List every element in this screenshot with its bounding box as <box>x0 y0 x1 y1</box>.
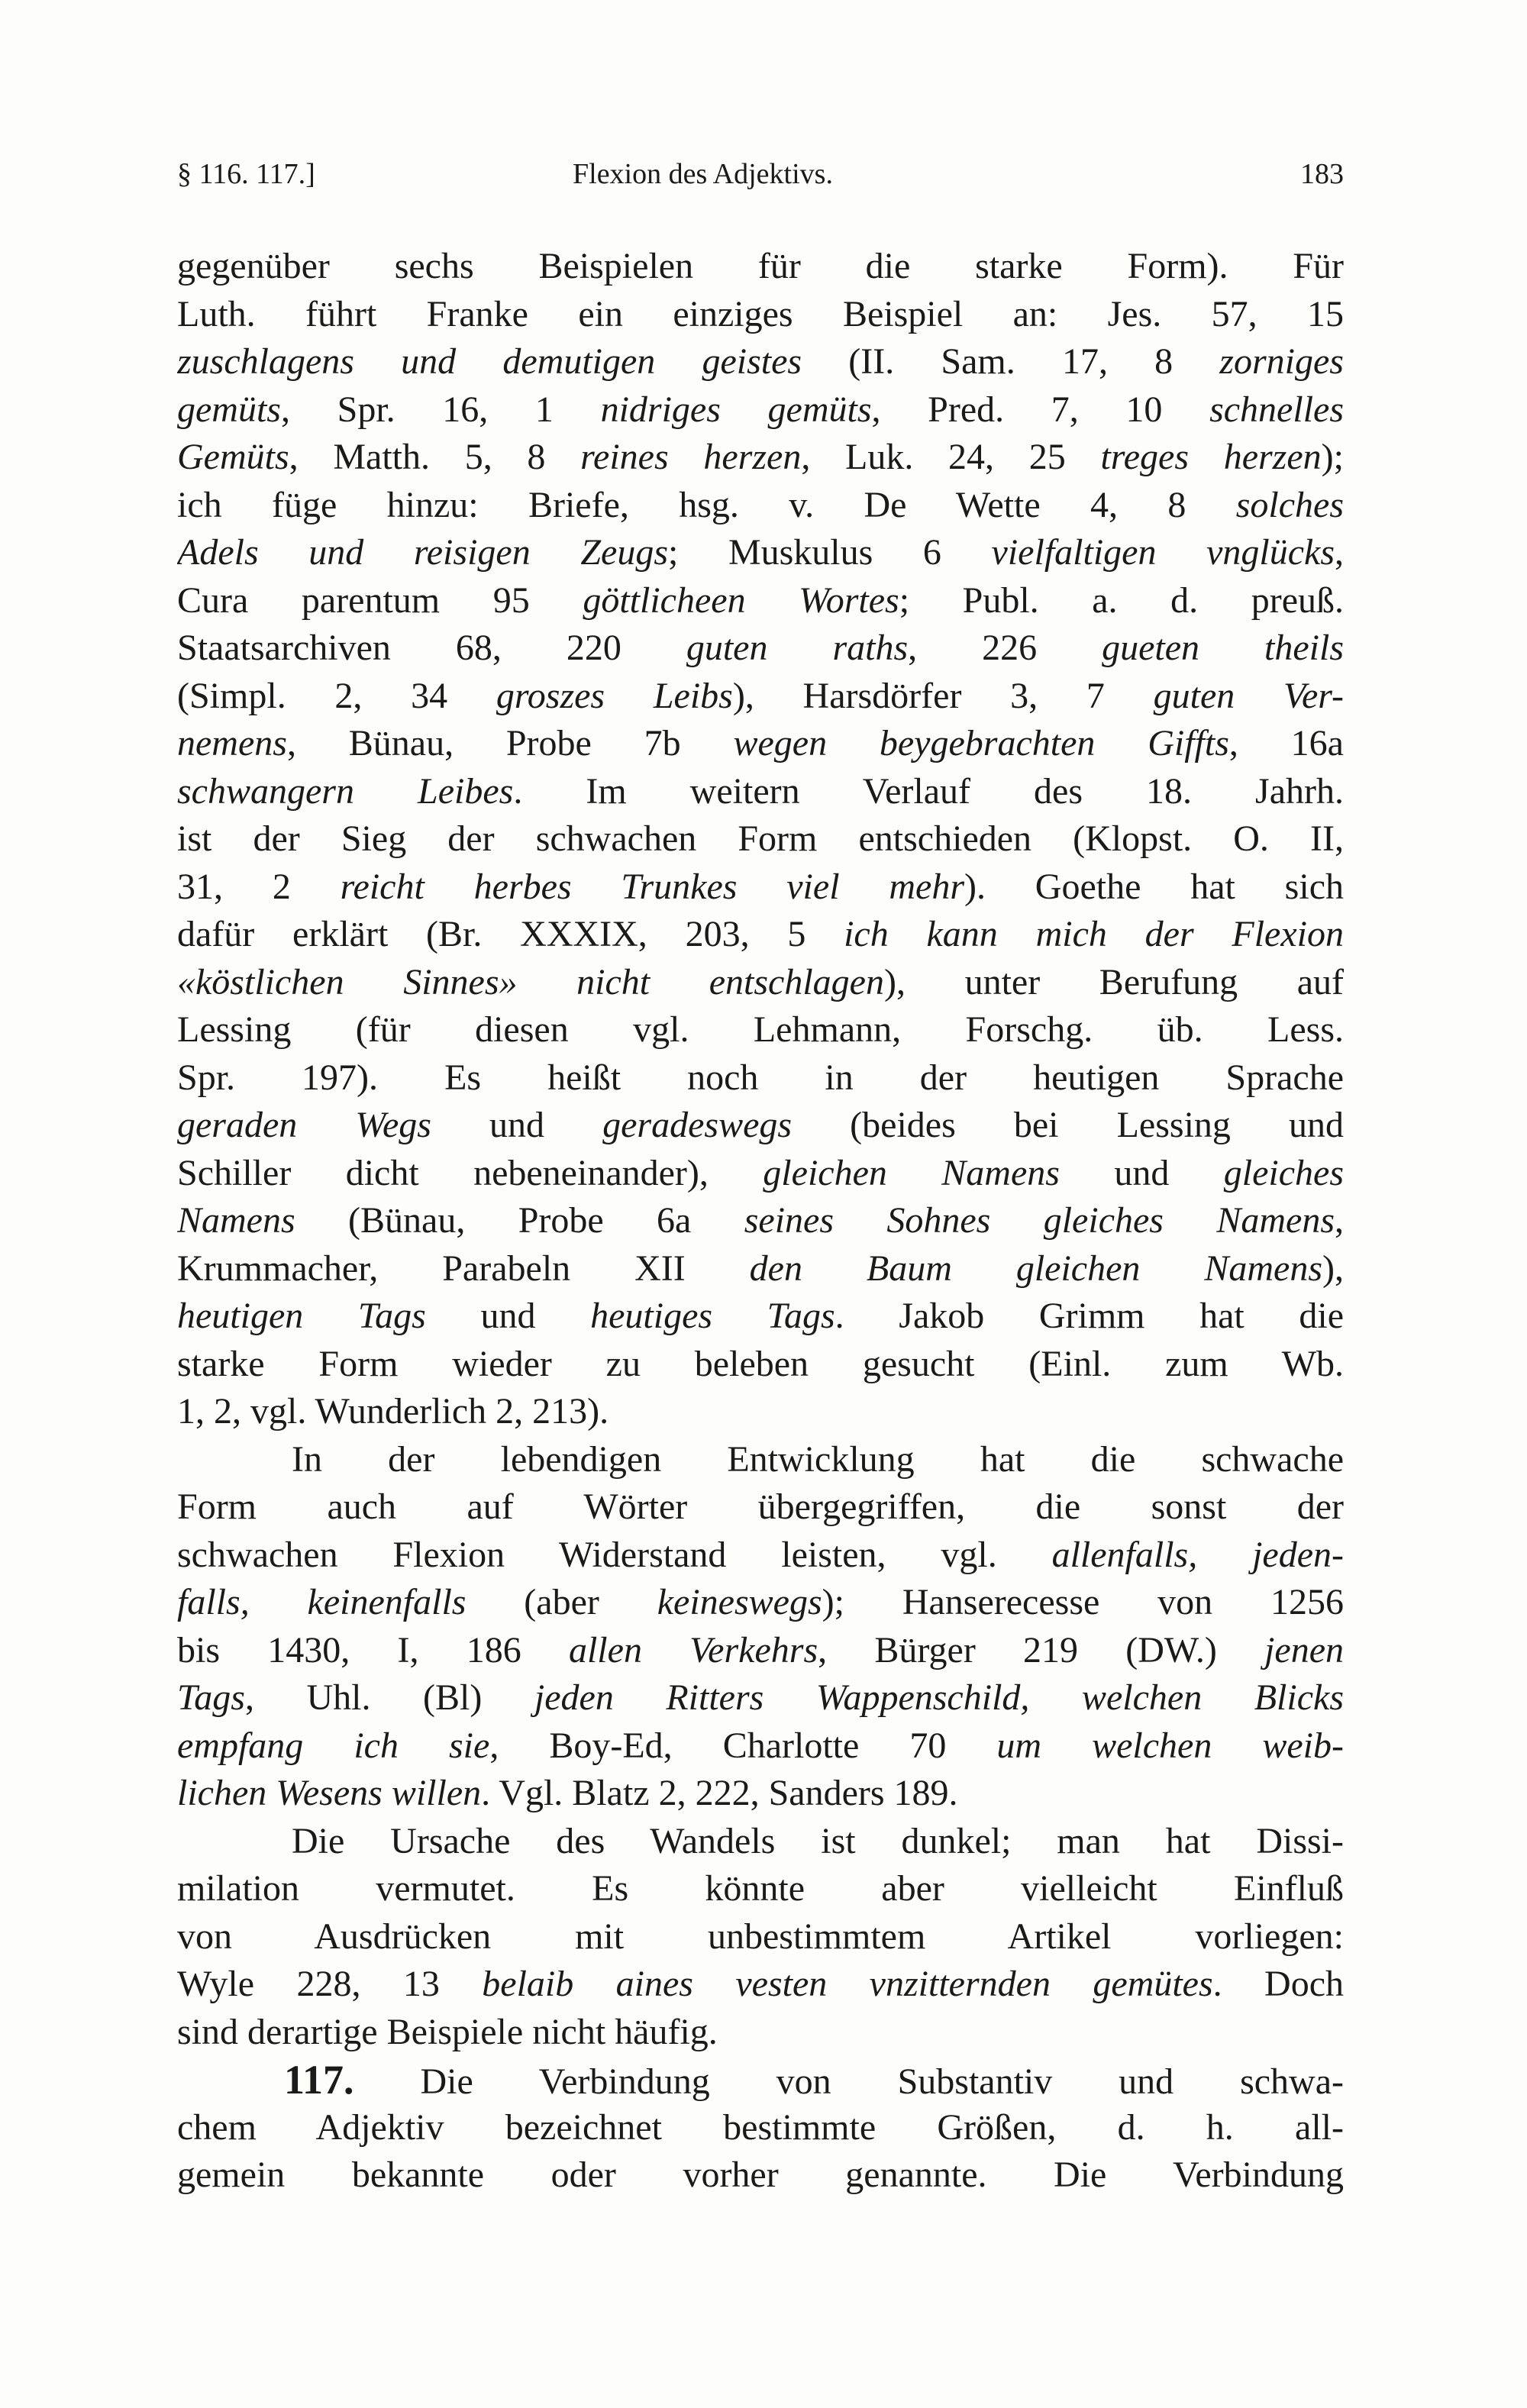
text-line: Schiller dicht nebeneinander), gleichen Namens und gleiches <box>177 1152 1344 1193</box>
text-line: 117. Die Verbindung von Substantiv und schwa- <box>284 2057 1344 2103</box>
text-line: schwangern Leibes. Im weitern Verlauf des 18. Jahrh. <box>177 770 1344 812</box>
text-line: 1, 2, vgl. Wunderlich 2, 213). <box>177 1391 609 1432</box>
text-line: 31, 2 reicht herbes Trunkes viel mehr). Goethe hat sich <box>177 866 1344 907</box>
text-line: heutigen Tags und heutiges Tags. Jakob Grimm hat die <box>177 1296 1344 1336</box>
text-line: Adels und reisigen Zeugs; Muskulus 6 vielfaltigen vnglücks, <box>177 532 1344 573</box>
text-line: chem Adjektiv bezeichnet bestimmte Größen, d. h. all- <box>177 2106 1344 2148</box>
text-line: In der lebendigen Entwicklung hat die schwache <box>292 1438 1344 1480</box>
text-line: Tags, Uhl. (Bl) jeden Ritters Wappenschild, welchen Blicks <box>177 1677 1344 1718</box>
text-line: Luth. führt Franke ein einziges Beispiel an: Jes. 57, 15 <box>177 293 1344 334</box>
text-line: (Simpl. 2, 34 groszes Leibs), Harsdörfer 3, 7 guten Ver- <box>177 675 1344 716</box>
text-line: Lessing (für diesen vgl. Lehmann, Forschg. üb. Less. <box>177 1009 1344 1050</box>
text-line: Namens (Bünau, Probe 6a seines Sohnes gleiches Namens, <box>177 1200 1344 1241</box>
text-line: starke Form wieder zu beleben gesucht (Einl. zum Wb. <box>177 1343 1344 1384</box>
text-line: geraden Wegs und geradeswegs (beides bei Lessing und <box>177 1105 1344 1145</box>
text-line: lichen Wesens willen. Vgl. Blatz 2, 222, Sanders 189. <box>177 1773 958 1813</box>
running-header <box>177 151 1344 197</box>
text-line: dafür erklärt (Br. XXXIX, 203, 5 ich kann mich der Flexion <box>177 914 1344 954</box>
text-line: Staatsarchiven 68, 220 guten raths, 226 gueten theils <box>177 628 1344 668</box>
text-line: Die Ursache des Wandels ist dunkel; man hat Dissi- <box>292 1820 1344 1861</box>
text-line: sind derartige Beispiele nicht häufig. <box>177 2011 718 2052</box>
text-line: Gemüts, Matth. 5, 8 reines herzen, Luk. 24, 25 treges herzen); <box>177 437 1344 477</box>
text-line: Spr. 197). Es heißt noch in der heutigen Sprache <box>177 1057 1344 1098</box>
section-reference: § 116. 117.] <box>177 158 315 190</box>
text-line: Krummacher, Parabeln XII den Baum gleichen Namens), <box>177 1248 1344 1289</box>
chapter-title: Flexion des Adjektivs. <box>573 158 833 190</box>
text-line: bis 1430, I, 186 allen Verkehrs, Bürger 219 (DW.) jenen <box>177 1629 1344 1670</box>
text-line: «köstlichen Sinnes» nicht entschlagen), unter Berufung auf <box>177 961 1344 1002</box>
text-line: Wyle 228, 13 belaib aines vesten vnzitternden gemütes. Doch <box>177 1964 1344 2004</box>
text-line: nemens, Bünau, Probe 7b wegen beygebrachten Giffts, 16a <box>177 723 1344 763</box>
page-number: 183 <box>1300 158 1344 190</box>
text-line: gemüts, Spr. 16, 1 nidriges gemüts, Pred. 7, 10 schnelles <box>177 389 1344 430</box>
text-line: gemein bekannte oder vorher genannte. Die Verbindung <box>177 2155 1344 2195</box>
text-line: zuschlagens und demutigen geistes (II. Sam. 17, 8 zorniges <box>177 341 1344 382</box>
text-line: ist der Sieg der schwachen Form entschieden (Klopst. O. II, <box>177 818 1344 859</box>
text-line: milation vermutet. Es könnte aber vielleicht Einfluß <box>177 1868 1344 1909</box>
text-line: von Ausdrücken mit unbestimmtem Artikel vorliegen: <box>177 1916 1344 1957</box>
text-line: ich füge hinzu: Briefe, hsg. v. De Wette 4, 8 solches <box>177 484 1344 525</box>
text-line: Form auch auf Wörter übergegriffen, die sonst der <box>177 1486 1344 1527</box>
body-text <box>177 243 1344 2200</box>
text-line: gegenüber sechs Beispielen für die starke Form). Für <box>177 246 1344 286</box>
text-line: empfang ich sie, Boy-Ed, Charlotte 70 um welchen weib- <box>177 1725 1344 1766</box>
text-line: Cura parentum 95 göttlicheen Wortes; Publ. a. d. preuß. <box>177 579 1344 621</box>
text-line: schwachen Flexion Widerstand leisten, vgl. allenfalls, jeden- <box>177 1534 1344 1575</box>
text-line: falls, keinenfalls (aber keineswegs); Hanserecesse von 1256 <box>177 1582 1344 1622</box>
